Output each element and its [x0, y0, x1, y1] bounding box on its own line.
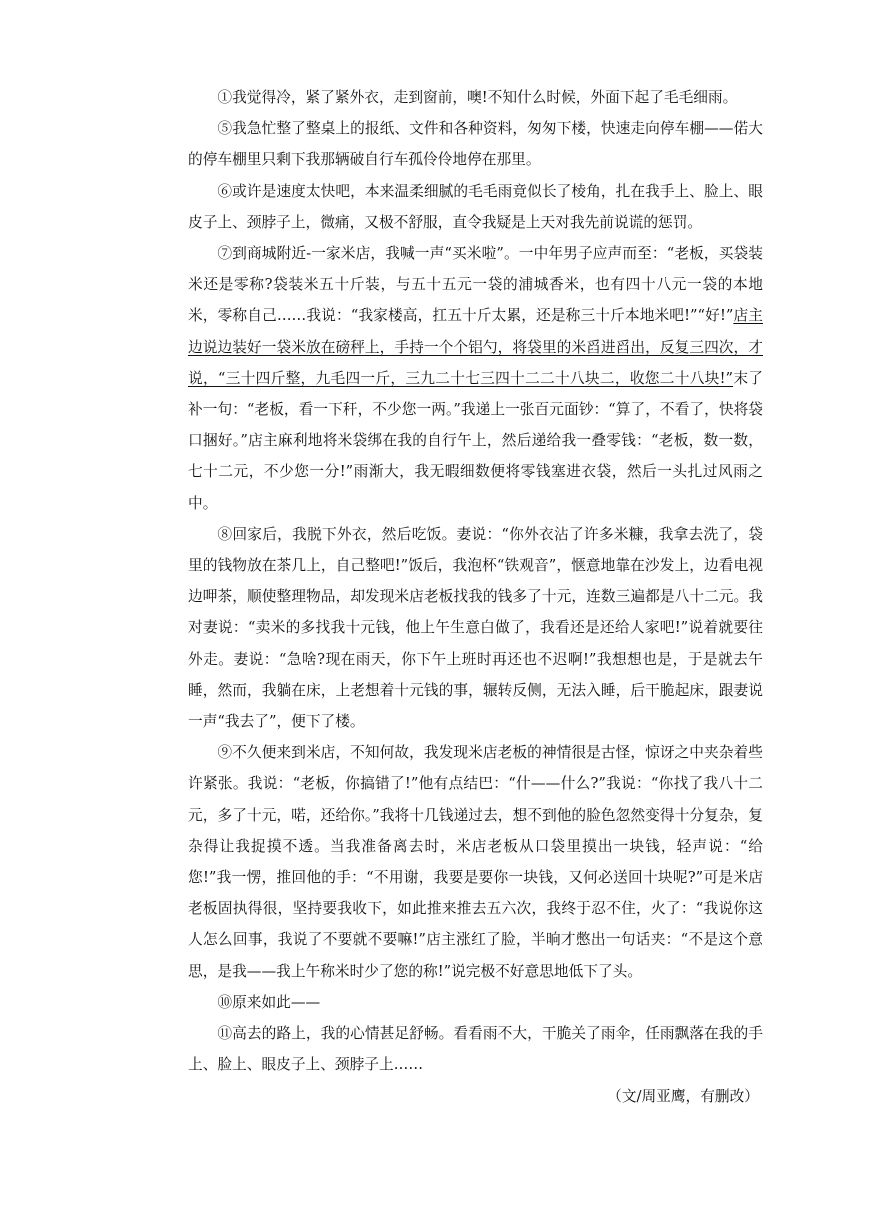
paragraph-6: ⑥或许是速度太快吧，本来温柔细腻的毛毛雨竟似长了棱角，扎在我手上、脸上、眼皮子上、颈脖子上，微痛，又极不舒服，直令我疑是上天对我先前说谎的惩罚。	[188, 182, 763, 231]
paragraph-7-underlined-sentence: 店主边说边装好一袋米放在磅秤上，手持一个个铝勺，将袋里的米舀进舀出，反复三四次，才说，“三十四斤整，九毛四一斤，三九二十七三四十二二十八块二，收您二十八块!”	[188, 307, 763, 387]
paragraph-9: ⑨不久便来到米店，不知何故，我发现米店老板的神情很是古怪，惊讶之中夹杂着些许紧张。我说：“老板，你搞错了!”他有点结巴：“什——什么?”我说：“你找了我八十二元，多了十元，喏，还给你。”我将十几钱递过去，想不到他的脸色忽然变得十分复杂，复杂得让我捉摸不透。当我准备离去时，米店老板从口袋里摸出一块钱，轻声说：“给您!”我一愣，推回他的手：“不用谢，我要是要你一块钱，又何必送回十块呢?”可是米店老板固执得很，坚持要我收下，如此推来推去五六次，我终于忍不住，火了：“我说你这人怎么回事，我说了不要就不要嘛!”店主涨红了脸，半晌才憋出一句话夹：“不是这个意思，是我——我上午称米时少了您的称!”说完极不好意思地低下了头。	[188, 744, 763, 980]
paragraph-11: ⑪高去的路上，我的心情甚足舒畅。看看雨不大，干脆关了雨伞，任雨飘落在我的手上、脸上、眼皮子上、颈脖子上……	[188, 1025, 763, 1074]
paragraph-7-before: ⑦到商城附近-一家米店，我喊一声“买米啦”。一中年男子应声而至：“老板，买袋装米还是零称?袋装米五十斤装，与五十五元一袋的浦城香米，也有四十八元一袋的本地米，零称自己……我说：“我家楼高，扛五十斤太累，还是称三十斤本地米吧!”“好!”	[188, 245, 763, 325]
paragraph-8: ⑧回家后，我脱下外衣，然后吃饭。妻说：“你外衣沾了许多米糠，我拿去洗了，袋里的钱物放在茶几上，自己整吧!”饭后，我泡杯“铁观音”，惬意地靠在沙发上，边看电视边呷茶，顺使整理物品，却发现米店老板找我的钱多了十元，连数三遍都是八十二元。我对妻说：“卖米的多找我十元钱，他上午生意白做了，我看还是还给人家吧!”说着就要往外走。妻说：“急啥?现在雨天，你下午上班时再还也不迟啊!”我想想也是，于是就去午睡，然而，我躺在床，上老想着十元钱的事，辗转反侧，无法入睡，后干脆起床，跟妻说一声“我去了”，便下了楼。	[188, 525, 763, 731]
paragraph-10: ⑩原来如此——	[217, 993, 321, 1011]
article-page	[188, 82, 763, 1112]
paragraph-5: ⑤我急忙整了整桌上的报纸、文件和各种资料，匆匆下楼，快速走向停车棚——偌大的停车棚里只剩下我那辆破自行车孤伶伶地停在那里。	[188, 120, 763, 169]
paragraph-7	[188, 238, 763, 519]
source-attribution: （文/周亚鹰，有删改）	[607, 1087, 759, 1105]
paragraph-7-after: 末了补一句：“老板，看一下秆，不少您一两。”我递上一张百元面钞：“算了，不看了，快将袋口捆好。”店主麻利地将米袋绑在我的自行午上，然后递给我一叠零钱：“老板，数一数，七十二元，不少您一分!”雨渐大，我无暇细数便将零钱塞进衣袋，然后一头扎过风雨之中。	[188, 369, 763, 512]
paragraph-1: ①我觉得冷，紧了紧外衣，走到窗前，噢!不知什么时候，外面下起了毛毛细雨。	[217, 89, 738, 106]
